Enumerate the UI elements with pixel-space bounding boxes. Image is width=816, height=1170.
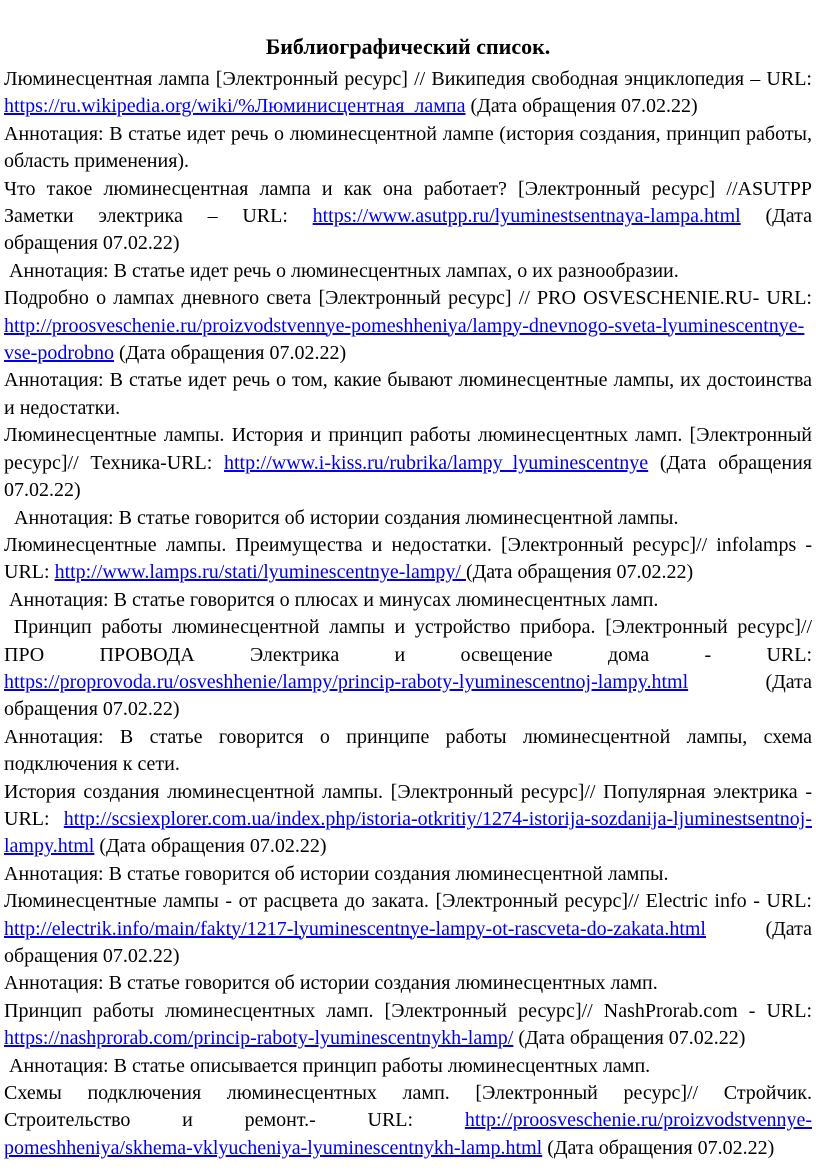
reference-link[interactable]: http://electrik.info/main/fakty/1217-lyuminescentnye-lampy-ot-rascveta-do-zakata.html — [4, 917, 706, 940]
reference-text: Люминесцентные лампы. История и принцип работы люминесцентных ламп. [Электронный ресурс]// Техника-URL: — [4, 424, 812, 474]
reference-link[interactable]: https://proprovoda.ru/osveshhenie/lampy/princip-raboty-lyuminescentnoj-lampy.html — [4, 670, 689, 693]
reference-text: Что такое люминесцентная лампа и как она работает? [Электронный ресурс] //ASUTPP Заметки электрика – URL: — [4, 177, 812, 228]
reference-text: (Дата обращения 07.02.22) — [4, 670, 812, 721]
page-title: Библиографический список. — [265, 34, 551, 59]
reference-text: История создания люминесцентной лампы. [Электронный ресурс]// Популярная электрика - URL: — [4, 780, 812, 830]
reference-link[interactable]: https://ru.wikipedia.org/wiki/%Люминисцентная_лампа — [4, 95, 466, 118]
paragraph-annotation — [4, 724, 812, 779]
reference-text: (Дата обращения 07.02.22) — [465, 561, 694, 584]
reference-text: Люминесцентная лампа [Электронный ресурс] // Википедия свободная энциклопедия – URL: — [4, 68, 812, 90]
paragraph-annotation — [4, 587, 812, 614]
reference-text: Схемы подключения люминесцентных ламп. [Электронный ресурс]// Стройчик. Строительство и ремонт.- URL: — [4, 1082, 812, 1132]
annotation-text: Аннотация: В статье говорится об истории создания люминесцентных ламп. — [4, 972, 658, 995]
reference-text: Принцип работы люминесцентных ламп. [Электронный ресурс]// NashProrab.com - URL: — [4, 999, 812, 1022]
reference-link[interactable]: http://www.lamps.ru/stati/lyuminescentnye-lampy/ — [54, 561, 466, 584]
paragraph-annotation — [4, 861, 812, 888]
document-body — [4, 66, 812, 1162]
reference-text: (Дата обращения 07.02.22) — [113, 342, 347, 365]
reference-text: (Дата обращения 07.02.22) — [465, 95, 698, 118]
annotation-text: Аннотация: В статье говорится о плюсах и минусах люминесцентных ламп. — [4, 588, 659, 611]
paragraph-reference — [4, 614, 812, 724]
paragraph-reference — [4, 779, 812, 861]
paragraph-reference — [4, 422, 812, 504]
paragraph-annotation — [4, 121, 812, 176]
paragraph-reference — [4, 998, 812, 1053]
annotation-text: Аннотация: В статье говорится об истории создания люминесцентной лампы. — [4, 862, 669, 885]
paragraph-annotation — [4, 1053, 812, 1080]
annotation-text: Аннотация: В статье идет речь о том, какие бывают люминесцентные лампы, их достоинства и недостатки. — [4, 369, 812, 419]
paragraph-reference — [4, 1080, 812, 1162]
annotation-text: Аннотация: В статье говорится об истории создания люминесцентной лампы. — [4, 506, 679, 529]
paragraph-reference — [4, 176, 812, 258]
paragraph-annotation — [4, 505, 812, 532]
paragraph-reference — [4, 285, 812, 367]
paragraph-annotation — [4, 367, 812, 422]
reference-text: (Дата обращения 07.02.22) — [513, 1027, 746, 1050]
paragraph-reference — [4, 888, 812, 970]
annotation-text: Аннотация: В статье говорится о принципе работы люминесцентной лампы, схема подключения к сети. — [4, 725, 812, 776]
reference-text: Принцип работы люминесцентной лампы и устройство прибора. [Электронный ресурс]// ПРО ПРОВОДА Электрика и освещение дома - URL: — [4, 616, 812, 666]
paragraph-reference — [4, 532, 812, 587]
reference-text: (Дата обращения 07.02.22) — [4, 917, 812, 967]
reference-text: (Дата обращения 07.02.22) — [542, 1136, 775, 1159]
paragraph-annotation — [4, 970, 812, 997]
reference-text: Люминесцентные лампы - от расцвета до заката. [Электронный ресурс]// Electric info - URL: — [4, 890, 812, 913]
annotation-text: Аннотация: В статье идет речь о люминесцентных лампах, о их разнообразии. — [4, 259, 679, 282]
reference-link[interactable]: http://proosveschenie.ru/proizvodstvennye-pomeshheniya/skhema-vklyucheniya-lyuminescentnykh-lamp.html — [4, 1109, 812, 1159]
reference-text: (Дата обращения 07.02.22) — [4, 451, 812, 502]
reference-link[interactable]: http://www.i-kiss.ru/rubrika/lampy_lyuminescentnye — [223, 451, 649, 474]
reference-text: Люминесцентные лампы. Преимущества и недостатки. [Электронный ресурс]// infolamps - URL: — [4, 533, 812, 584]
reference-text: (Дата обращения 07.02.22) — [4, 205, 812, 255]
reference-text: (Дата обращения 07.02.22) — [94, 835, 327, 858]
reference-link[interactable]: http://scsiexplorer.com.ua/index.php/istoria-otkritiy/1274-istorija-sozdanija-ljuminestsentnoj-lampy.html — [4, 807, 812, 858]
annotation-text: Аннотация: В статье идет речь о люминесцентной лампе (история создания, принцип работы, область применения). — [4, 122, 812, 173]
paragraph-annotation — [4, 258, 812, 285]
reference-text: Подробно о лампах дневного света [Электронный ресурс] // PRO OSVESCHENIE.RU- URL: — [4, 287, 812, 310]
reference-link[interactable]: https://www.asutpp.ru/lyuminestsentnaya-lampa.html — [312, 205, 741, 228]
annotation-text: Аннотация: В статье описывается принцип работы люминесцентных ламп. — [4, 1054, 651, 1077]
paragraph-reference — [4, 66, 812, 121]
reference-link[interactable]: http://proosveschenie.ru/proizvodstvennye-pomeshheniya/lampy-dnevnogo-sveta-lyuminescentnye-vse-podrobno — [4, 314, 805, 365]
reference-link[interactable]: https://nashprorab.com/princip-raboty-lyuminescentnykh-lamp/ — [4, 1027, 514, 1050]
